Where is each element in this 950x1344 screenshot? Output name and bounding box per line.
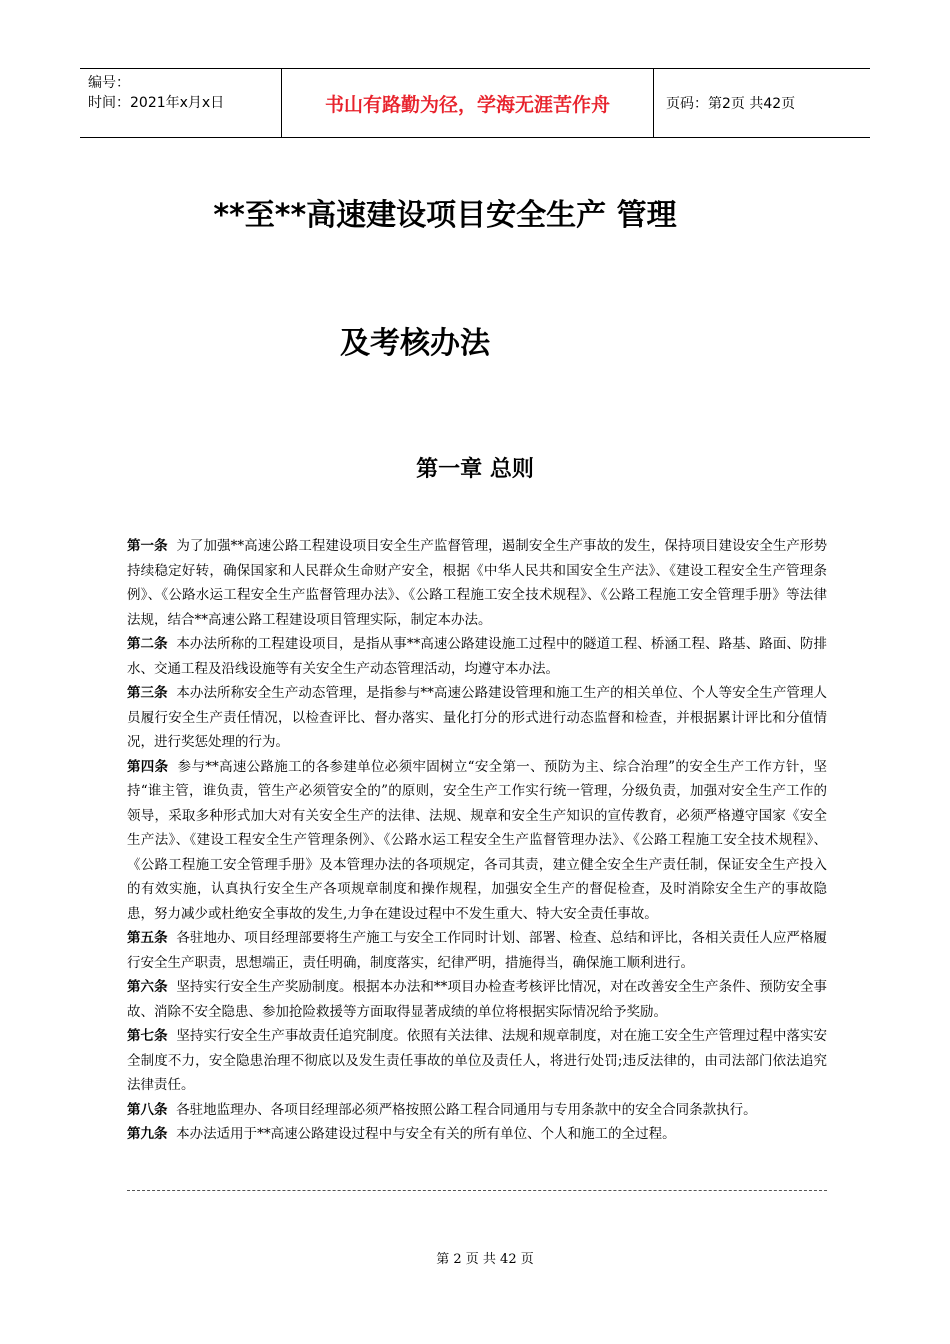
article-text: 各驻地办、项目经理部要将生产施工与安全工作同时计划、部署、检查、总结和评比，各相关责任人应严格履行安全生产职责，思想端正，责任明确，制度落实，纪律严明，措施得当，确保施工顺利进行。 [127, 930, 828, 971]
header-motto-cell [282, 69, 654, 137]
article [127, 534, 827, 632]
article [127, 1024, 827, 1098]
article-text: 各驻地监理办、各项目经理部必须严格按照公路工程合同通用与专用条款中的安全合同条款执行。 [176, 1101, 757, 1118]
title-line1-text: **至**高速建设项目安全生产 管理 [213, 198, 677, 233]
article-text: 为了加强**高速公路工程建设项目安全生产监督管理，遏制安全生产事故的发生，保持项目建设安全生产形势持续稳定好转，确保国家和人民群众生命财产安全，根据《中华人民共和国安全生产法》、《建设工程安全生产管理条例》、《公路水运工程安全生产监督管理办法》、《公路工程施工安全技术规程》、《公路工程施工安全管理手册》等法律法规，结合**高速公路工程建设项目管理实际，制定本办法。 [127, 538, 828, 628]
article-list [127, 534, 827, 1147]
article-label: 第五条 [127, 930, 168, 946]
chapter-heading: 第一章 总则 [416, 457, 534, 482]
article [127, 632, 827, 681]
article-text: 本办法所称安全生产动态管理，是指参与**高速公路建设管理和施工生产的相关单位、个人等安全生产管理人员履行安全生产责任情况，以检查评比、督办落实、量化打分的形式进行动态监督和检查，并根据累计评比和分值情况，进行奖惩处理的行为。 [127, 685, 828, 750]
article-label: 第九条 [127, 1126, 168, 1142]
article-text: 坚持实行安全生产奖励制度。根据本办法和**项目办检查考核评比情况，对在改善安全生产条件、预防安全事故、消除不安全隐患、参加抢险救援等方面取得显著成绩的单位将根据实际情况给予奖励。 [127, 979, 828, 1020]
article-label: 第七条 [127, 1028, 168, 1044]
article [127, 975, 827, 1024]
article [127, 926, 827, 975]
header-page-cell [654, 69, 870, 137]
page-header [80, 68, 870, 138]
document-title-line2: 及考核办法 [340, 326, 490, 361]
article [127, 681, 827, 755]
number-label: 编号： [88, 75, 130, 91]
article [127, 755, 827, 927]
page-label: 页码：第2页 共42页 [666, 96, 796, 112]
article-text: 参与**高速公路施工的各参建单位必须牢固树立“安全第一、预防为主、综合治理”的安全生产工作方针，坚持“谁主管，谁负责，管生产必须管安全的”的原则，安全生产工作实行统一管理，分级负责，加强对安全生产工作的领导，采取多种形式加大对有关安全生产的法律、法规、规章和安全生产知识的宣传教育，必须严格遵守国家《安全生产法》、《建设工程安全生产管理条例》、《公路水运工程安全生产监督管理办法》、《公路工程施工安全技术规程》、《公路工程施工安全管理手册》及本管理办法的各项规定，各司其责，建立健全安全生产责任制，保证安全生产投入的有效实施，认真执行安全生产各项规章制度和操作规程，加强安全生产的督促检查，及时消除安全生产的事故隐患，努力减少或杜绝安全事故的发生,力争在建设过程中不发生重大、特大安全责任事故。 [127, 758, 827, 922]
motto-text: 书山有路勤为径，学海无涯苦作舟 [324, 93, 610, 116]
article [127, 1122, 827, 1147]
article-label: 第八条 [127, 1101, 168, 1118]
page-footer: 第 2 页 共 42 页 [436, 1252, 534, 1267]
article-label: 第六条 [127, 979, 168, 995]
article-label: 第四条 [127, 758, 169, 775]
article-label: 第三条 [127, 685, 168, 701]
article [127, 1098, 827, 1123]
article-label: 第二条 [127, 636, 168, 652]
article-text: 本办法所称的工程建设项目，是指从事**高速公路建设施工过程中的隧道工程、桥涵工程、路基、路面、防排水、交通工程及沿线设施等有关安全生产动态管理活动，均遵守本办法。 [127, 636, 828, 677]
time-label: 时间：2021年x月x日 [88, 95, 225, 111]
article-text: 本办法适用于**高速公路建设过程中与安全有关的所有单位、个人和施工的全过程。 [176, 1126, 676, 1142]
header-info-cell [80, 69, 282, 137]
document-title-line1 [0, 190, 950, 234]
article-text: 坚持实行安全生产事故责任追究制度。依照有关法律、法规和规章制度，对在施工安全生产管理过程中落实安全制度不力，安全隐患治理不彻底以及发生责任事故的单位及责任人，将进行处罚;违反法律的，由司法部门依法追究法律责任。 [127, 1028, 828, 1093]
dashed-divider [127, 1190, 827, 1191]
article-label: 第一条 [127, 538, 168, 554]
